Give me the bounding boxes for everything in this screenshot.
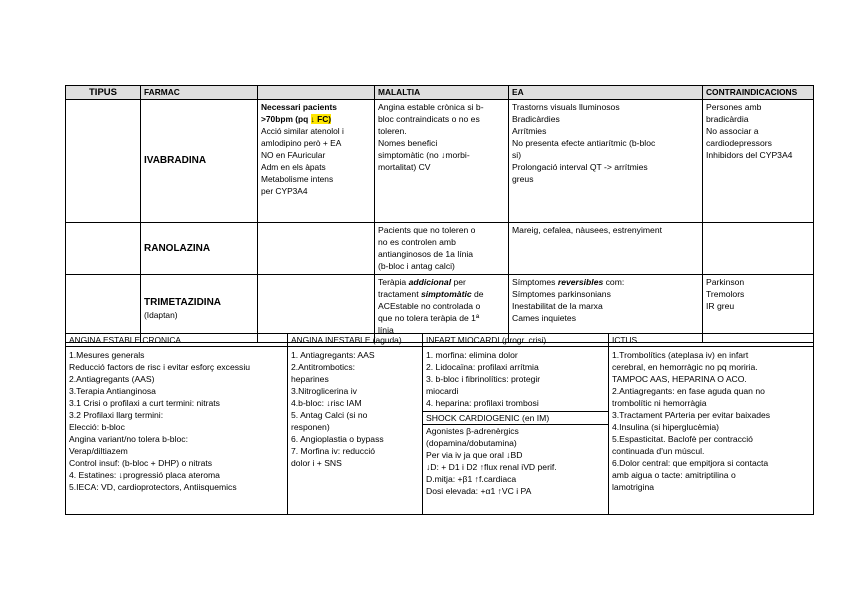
header-malaltia: MALALTIA xyxy=(375,86,509,100)
header-tipus: TIPUS xyxy=(66,86,141,100)
list-item: trombolític ni hemorràgia xyxy=(612,398,707,408)
list-item: heparines xyxy=(291,374,329,384)
header-contraindicacions: CONTRAINDICACIONS xyxy=(703,86,814,100)
contra-line: Persones amb xyxy=(706,102,762,112)
header-ea: EA xyxy=(509,86,703,100)
list-item: 1. Antiagregants: AAS xyxy=(291,350,375,360)
list-item: lamotrigina xyxy=(612,482,655,492)
ea-line: Bradicàrdies xyxy=(512,114,560,124)
list-item: 2.Antiagregants: en fase aguda quan no xyxy=(612,386,765,396)
drug-brand: (Idaptan) xyxy=(144,309,178,320)
list-item: 2.Antiagregants (AAS) xyxy=(69,374,155,384)
list-item: 6. Angioplastia o bypass xyxy=(291,434,384,444)
contra-line: bradicàrdia xyxy=(706,114,749,124)
notes-cell xyxy=(258,223,375,275)
list-item: amb aigua o tacte: amitriptilina o xyxy=(612,470,736,480)
note-line: >70bpm (pq ↓ FC) xyxy=(261,114,332,124)
malaltia-line: antianginosos de 1a línia xyxy=(378,249,474,259)
ea-cell xyxy=(509,100,703,223)
ea-line: Arrítmies xyxy=(512,126,547,136)
list-item: cerebral, en hemorràgic no pq moriria. xyxy=(612,362,758,372)
drug-table-header xyxy=(66,86,814,100)
malaltia-line: Teràpia addicional per xyxy=(378,277,466,287)
list-item: miocardi xyxy=(426,386,459,396)
ea-line: Trastorns visuals lluminosos xyxy=(512,102,620,112)
malaltia-line: línia xyxy=(378,325,394,335)
malaltia-line: Angina estable crònica si b- xyxy=(378,102,484,112)
list-item: 2. Lidocaïna: profilaxi arrítmia xyxy=(426,362,539,372)
header-angina-estable: ANGINA ESTABLE CRONICA xyxy=(66,334,288,347)
contra-cell xyxy=(703,100,814,223)
highlight-fc: ↓ FC) xyxy=(310,114,332,124)
list-item: 5.Espasticitat. Baclofè per contracció xyxy=(612,434,753,444)
list-item: continuada d'un múscul. xyxy=(612,446,705,456)
list-item: ↓D: + D1 i D2 ↑flux renal iVD perif. xyxy=(426,462,557,472)
ea-cell xyxy=(509,223,703,275)
angina-inestable-cell xyxy=(288,347,423,515)
ea-line: greus xyxy=(512,174,534,184)
list-item: 4.b-bloc: ↓risc IAM xyxy=(291,398,362,408)
conditions-header xyxy=(66,334,814,347)
note-line: NO en FAuricular xyxy=(261,150,326,160)
ea-line: Inestabilitat de la marxa xyxy=(512,301,603,311)
malaltia-line: bloc contraindicats o no es xyxy=(378,114,480,124)
note-line: amlodipino però + EA xyxy=(261,138,342,148)
list-item: 1. morfina: elimina dolor xyxy=(426,350,518,360)
malaltia-line: mortalitat) CV xyxy=(378,162,431,172)
malaltia-line: simptomàtic (no ↓morbi- xyxy=(378,150,470,160)
angina-estable-cell xyxy=(66,347,288,515)
tipus-cell xyxy=(66,100,141,223)
drug-name: RANOLAZINA xyxy=(141,223,258,275)
list-item: 7. Morfina iv: reducció xyxy=(291,446,376,456)
ea-line: si) xyxy=(512,150,522,160)
malaltia-cell xyxy=(375,100,509,223)
list-item: dolor i + SNS xyxy=(291,458,342,468)
list-item: 3.Nitroglicerina iv xyxy=(291,386,357,396)
list-item: responen) xyxy=(291,422,330,432)
list-item: Agonistes β-adrenèrgics xyxy=(426,426,519,436)
tipus-cell xyxy=(66,223,141,275)
drug-name: IVABRADINA xyxy=(141,100,258,223)
contra-line: IR greu xyxy=(706,301,735,311)
contra-line: Tremolors xyxy=(706,289,745,299)
list-item: Per via iv ja que oral ↓BD xyxy=(426,450,523,460)
shock-cardiogenic-body xyxy=(423,424,608,497)
contra-line: Inhibidors del CYP3A4 xyxy=(706,150,793,160)
header-angina-inestable: ANGINA INESTABLE (aguda) xyxy=(288,334,423,347)
table-row-ranolazina xyxy=(66,223,814,275)
list-item: Reducció factors de risc i evitar esforç excessiu xyxy=(69,362,251,372)
header-farmac: FARMAC xyxy=(141,86,258,100)
header-infart: INFART MIOCARDI (progr. crisi) xyxy=(423,334,609,347)
ea-line: Cames inquietes xyxy=(512,313,577,323)
malaltia-line: (b-bloc i antag calci) xyxy=(378,261,455,271)
ea-line: No presenta efecte antiarítmic (b-bloc xyxy=(512,138,656,148)
contra-line: Parkinson xyxy=(706,277,745,287)
list-item: 2.Antitrombotics: xyxy=(291,362,355,372)
list-item: 3.Terapia Antianginosa xyxy=(69,386,156,396)
contra-line: No associar a xyxy=(706,126,759,136)
list-item: 3.2 Profilaxi llarg termini: xyxy=(69,410,164,420)
malaltia-line: ACEstable no controlada o xyxy=(378,301,481,311)
list-item: Control insuf: (b-bloc + DHP) o nitrats xyxy=(69,458,213,468)
shock-cardiogenic-box xyxy=(423,411,608,424)
list-item: 4. heparina: profilaxi trombosi xyxy=(426,398,539,408)
list-item: 1.Trombolítics (ateplasa iv) en infart xyxy=(612,350,749,360)
list-item: Dosi elevada: +α1 ↑VC i PA xyxy=(426,486,532,496)
ea-line: Prolongació interval QT -> arrítmies xyxy=(512,162,648,172)
ea-line: Símptomes reversibles com: xyxy=(512,277,625,287)
list-item: 4.Insulina (si hiperglucèmia) xyxy=(612,422,719,432)
header-blank xyxy=(258,86,375,100)
malaltia-line: Nomes benefici xyxy=(378,138,438,148)
list-item: TAMPOC AAS, HEPARINA O ACO. xyxy=(612,374,747,384)
infart-cell xyxy=(423,347,609,515)
contra-cell xyxy=(703,223,814,275)
list-item: Verap/diltiazem xyxy=(69,446,128,456)
list-item: Angina variant/no tolera b-bloc: xyxy=(69,434,188,444)
list-item: Elecció: b-bloc xyxy=(69,422,125,432)
notes-cell xyxy=(258,100,375,223)
drug-name: TRIMETAZIDINA (Idaptan) xyxy=(141,275,258,343)
ea-line: Mareig, cefalea, nàusees, estrenyiment xyxy=(512,225,662,235)
malaltia-line: toleren. xyxy=(378,126,407,136)
list-item: 3.Tractament PArteria per evitar baixades xyxy=(612,410,771,420)
table-row-ivabradina xyxy=(66,100,814,223)
header-ictus: ICTUS xyxy=(609,334,814,347)
malaltia-line: no es controlen amb xyxy=(378,237,456,247)
drug-table xyxy=(65,85,814,343)
malaltia-line: Pacients que no toleren o xyxy=(378,225,476,235)
list-item: 6.Dolor central: que empitjora si contacta xyxy=(612,458,769,468)
shock-header: SHOCK CARDIOGENIC (en IM) xyxy=(426,413,550,423)
list-item: 5. Antag Calci (si no xyxy=(291,410,368,420)
list-item: 5.IECA: VD, cardioprotectors, Antiisquemics xyxy=(69,482,237,492)
note-line: Acció similar atenolol i xyxy=(261,126,344,136)
list-item: 3.1 Crisi o profilaxi a curt termini: nitrats xyxy=(69,398,220,408)
ictus-cell xyxy=(609,347,814,515)
malaltia-line: que no tolera teràpia de 1ª xyxy=(378,313,480,323)
conditions-body xyxy=(66,347,814,515)
contra-line: cardiodepressors xyxy=(706,138,772,148)
ea-line: Símptomes parkinsonians xyxy=(512,289,611,299)
list-item: 3. b-bloc i fibrinolítics: protegir xyxy=(426,374,541,384)
list-item: (dopamina/dobutamina) xyxy=(426,438,517,448)
note-line: Necessari pacients xyxy=(261,102,337,112)
malaltia-cell xyxy=(375,223,509,275)
malaltia-line: tractament simptomàtic de xyxy=(378,289,484,299)
note-line: per CYP3A4 xyxy=(261,186,308,196)
note-line: Metabolisme intens xyxy=(261,174,334,184)
conditions-table xyxy=(65,333,814,515)
note-line: Adm en els àpats xyxy=(261,162,326,172)
list-item: 4. Estatines: ↓progressió placa ateroma xyxy=(69,470,220,480)
list-item: D.mitja: +β1 ↑f.cardiaca xyxy=(426,474,517,484)
list-item: 1.Mesures generals xyxy=(69,350,145,360)
